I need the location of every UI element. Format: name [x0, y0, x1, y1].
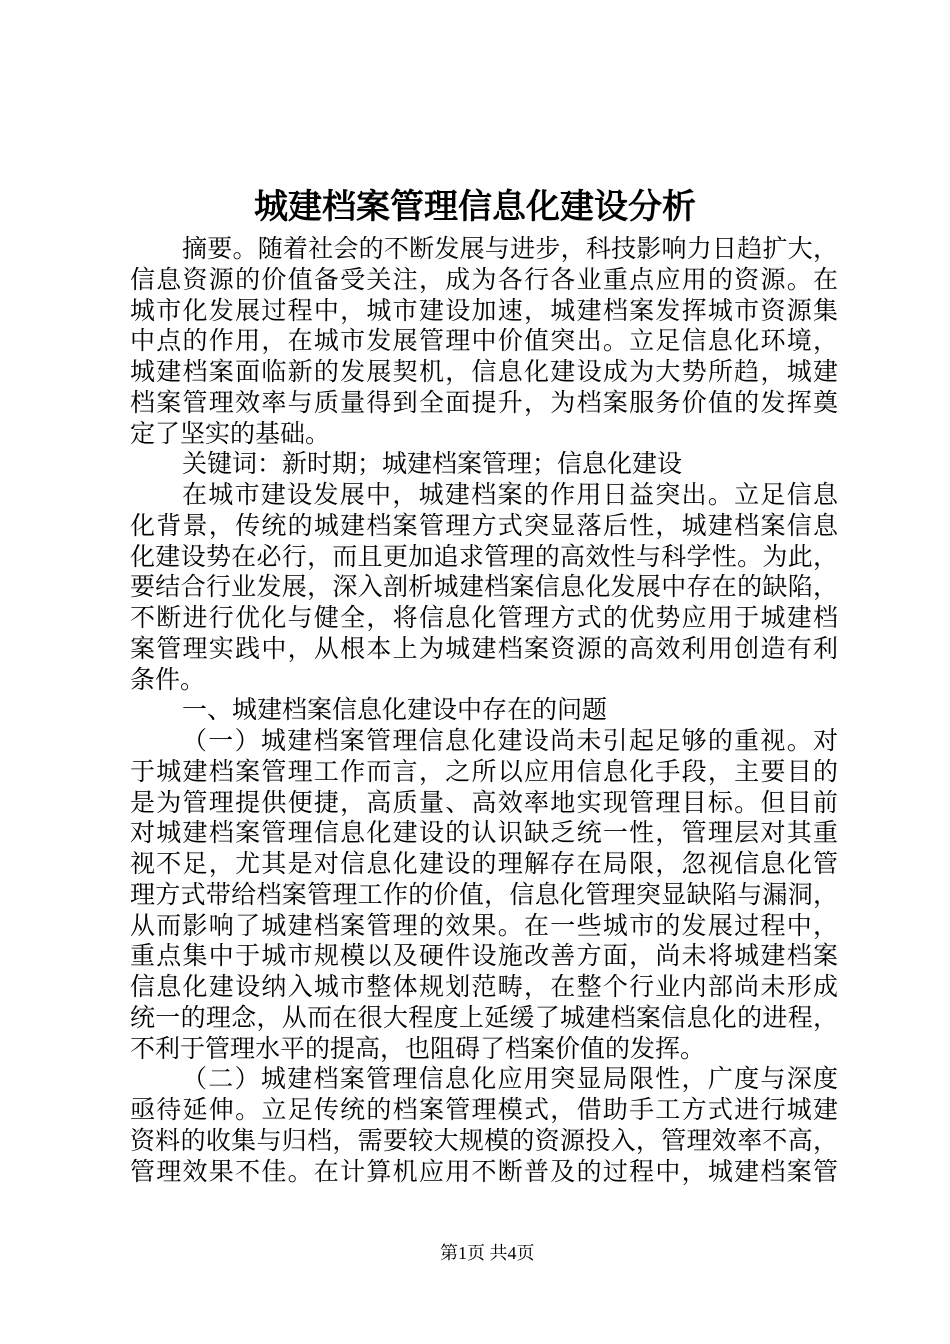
paragraph-line: 信息资源的价值备受关注，成为各行各业重点应用的资源。在 — [130, 266, 838, 294]
paragraph-line: （二）城建档案管理信息化应用突显局限性，广度与深度 — [182, 1066, 838, 1094]
paragraph-line: 亟待延伸。立足传统的档案管理模式，借助手工方式进行城建 — [130, 1097, 838, 1124]
paragraph-line: 资料的收集与归档，需要较大规模的资源投入，管理效率不高， — [130, 1127, 838, 1155]
paragraph-line: 摘要。随着社会的不断发展与进步，科技影响力日趋扩大， — [182, 236, 838, 263]
paragraph-line: 管理效果不佳。在计算机应用不断普及的过程中，城建档案管 — [130, 1158, 838, 1186]
paragraph-line: 从而影响了城建档案管理的效果。在一些城市的发展过程中， — [130, 912, 838, 940]
paragraph-line: 于城建档案管理工作而言，之所以应用信息化手段，主要目的 — [130, 758, 838, 786]
paragraph-line: 在城市建设发展中，城建档案的作用日益突出。立足信息 — [182, 482, 838, 509]
abstract-paragraph — [130, 235, 838, 450]
paragraph-line: 关键词：新时期；城建档案管理；信息化建设 — [182, 451, 683, 479]
intro-paragraph — [130, 481, 838, 696]
paragraph-line: 信息化建设纳入城市整体规划范畴，在整个行业内部尚未形成 — [130, 974, 838, 1001]
subsection-2-paragraph — [130, 1065, 838, 1188]
paragraph-line: 统一的理念，从而在很大程度上延缓了城建档案信息化的进程， — [130, 1004, 838, 1032]
document-title: 城建档案管理信息化建设分析 — [254, 189, 696, 226]
paragraph-line: 定了坚实的基础。 — [130, 420, 331, 448]
paragraph-line: 化背景，传统的城建档案管理方式突显落后性，城建档案信息 — [130, 512, 838, 540]
paragraph-line: 化建设势在必行，而且更加追求管理的高效性与科学性。为此， — [130, 543, 838, 571]
paragraph-line: 理方式带给档案管理工作的价值，信息化管理突显缺陷与漏洞， — [130, 881, 838, 909]
paragraph-line: 条件。 — [130, 666, 206, 694]
section-heading-text: 一、城建档案信息化建设中存在的问题 — [182, 697, 608, 725]
section-heading — [130, 696, 838, 727]
keywords-paragraph — [130, 450, 838, 481]
paragraph-line: 重点集中于城市规模以及硬件设施改善方面，尚未将城建档案 — [130, 943, 838, 971]
paragraph-line: 城建档案面临新的发展契机，信息化建设成为大势所趋，城建 — [130, 359, 838, 386]
paragraph-line: 不断进行优化与健全，将信息化管理方式的优势应用于城建档 — [130, 605, 838, 632]
paragraph-line: 不利于管理水平的提高，也阻碍了档案价值的发挥。 — [130, 1035, 706, 1063]
paragraph-line: 要结合行业发展，深入剖析城建档案信息化发展中存在的缺陷， — [130, 574, 838, 602]
paragraph-line: 档案管理效率与质量得到全面提升，为档案服务价值的发挥奠 — [130, 389, 838, 417]
page-number-footer: 第1页 共4页 — [440, 1243, 535, 1263]
paragraph-line: 视不足，尤其是对信息化建设的理解存在局限，忽视信息化管 — [130, 851, 838, 878]
paragraph-line: 中点的作用，在城市发展管理中价值突出。立足信息化环境， — [130, 328, 838, 356]
document-body — [130, 235, 838, 1188]
paragraph-line: 城市化发展过程中，城市建设加速，城建档案发挥城市资源集 — [130, 297, 838, 325]
paragraph-line: 是为管理提供便捷，高质量、高效率地实现管理目标。但目前 — [130, 789, 838, 817]
subsection-1-paragraph — [130, 727, 838, 1065]
paragraph-line: （一）城建档案管理信息化建设尚未引起足够的重视。对 — [182, 728, 838, 755]
paragraph-line: 对城建档案管理信息化建设的认识缺乏统一性，管理层对其重 — [130, 820, 838, 848]
paragraph-line: 案管理实践中，从根本上为城建档案资源的高效利用创造有利 — [130, 635, 838, 663]
